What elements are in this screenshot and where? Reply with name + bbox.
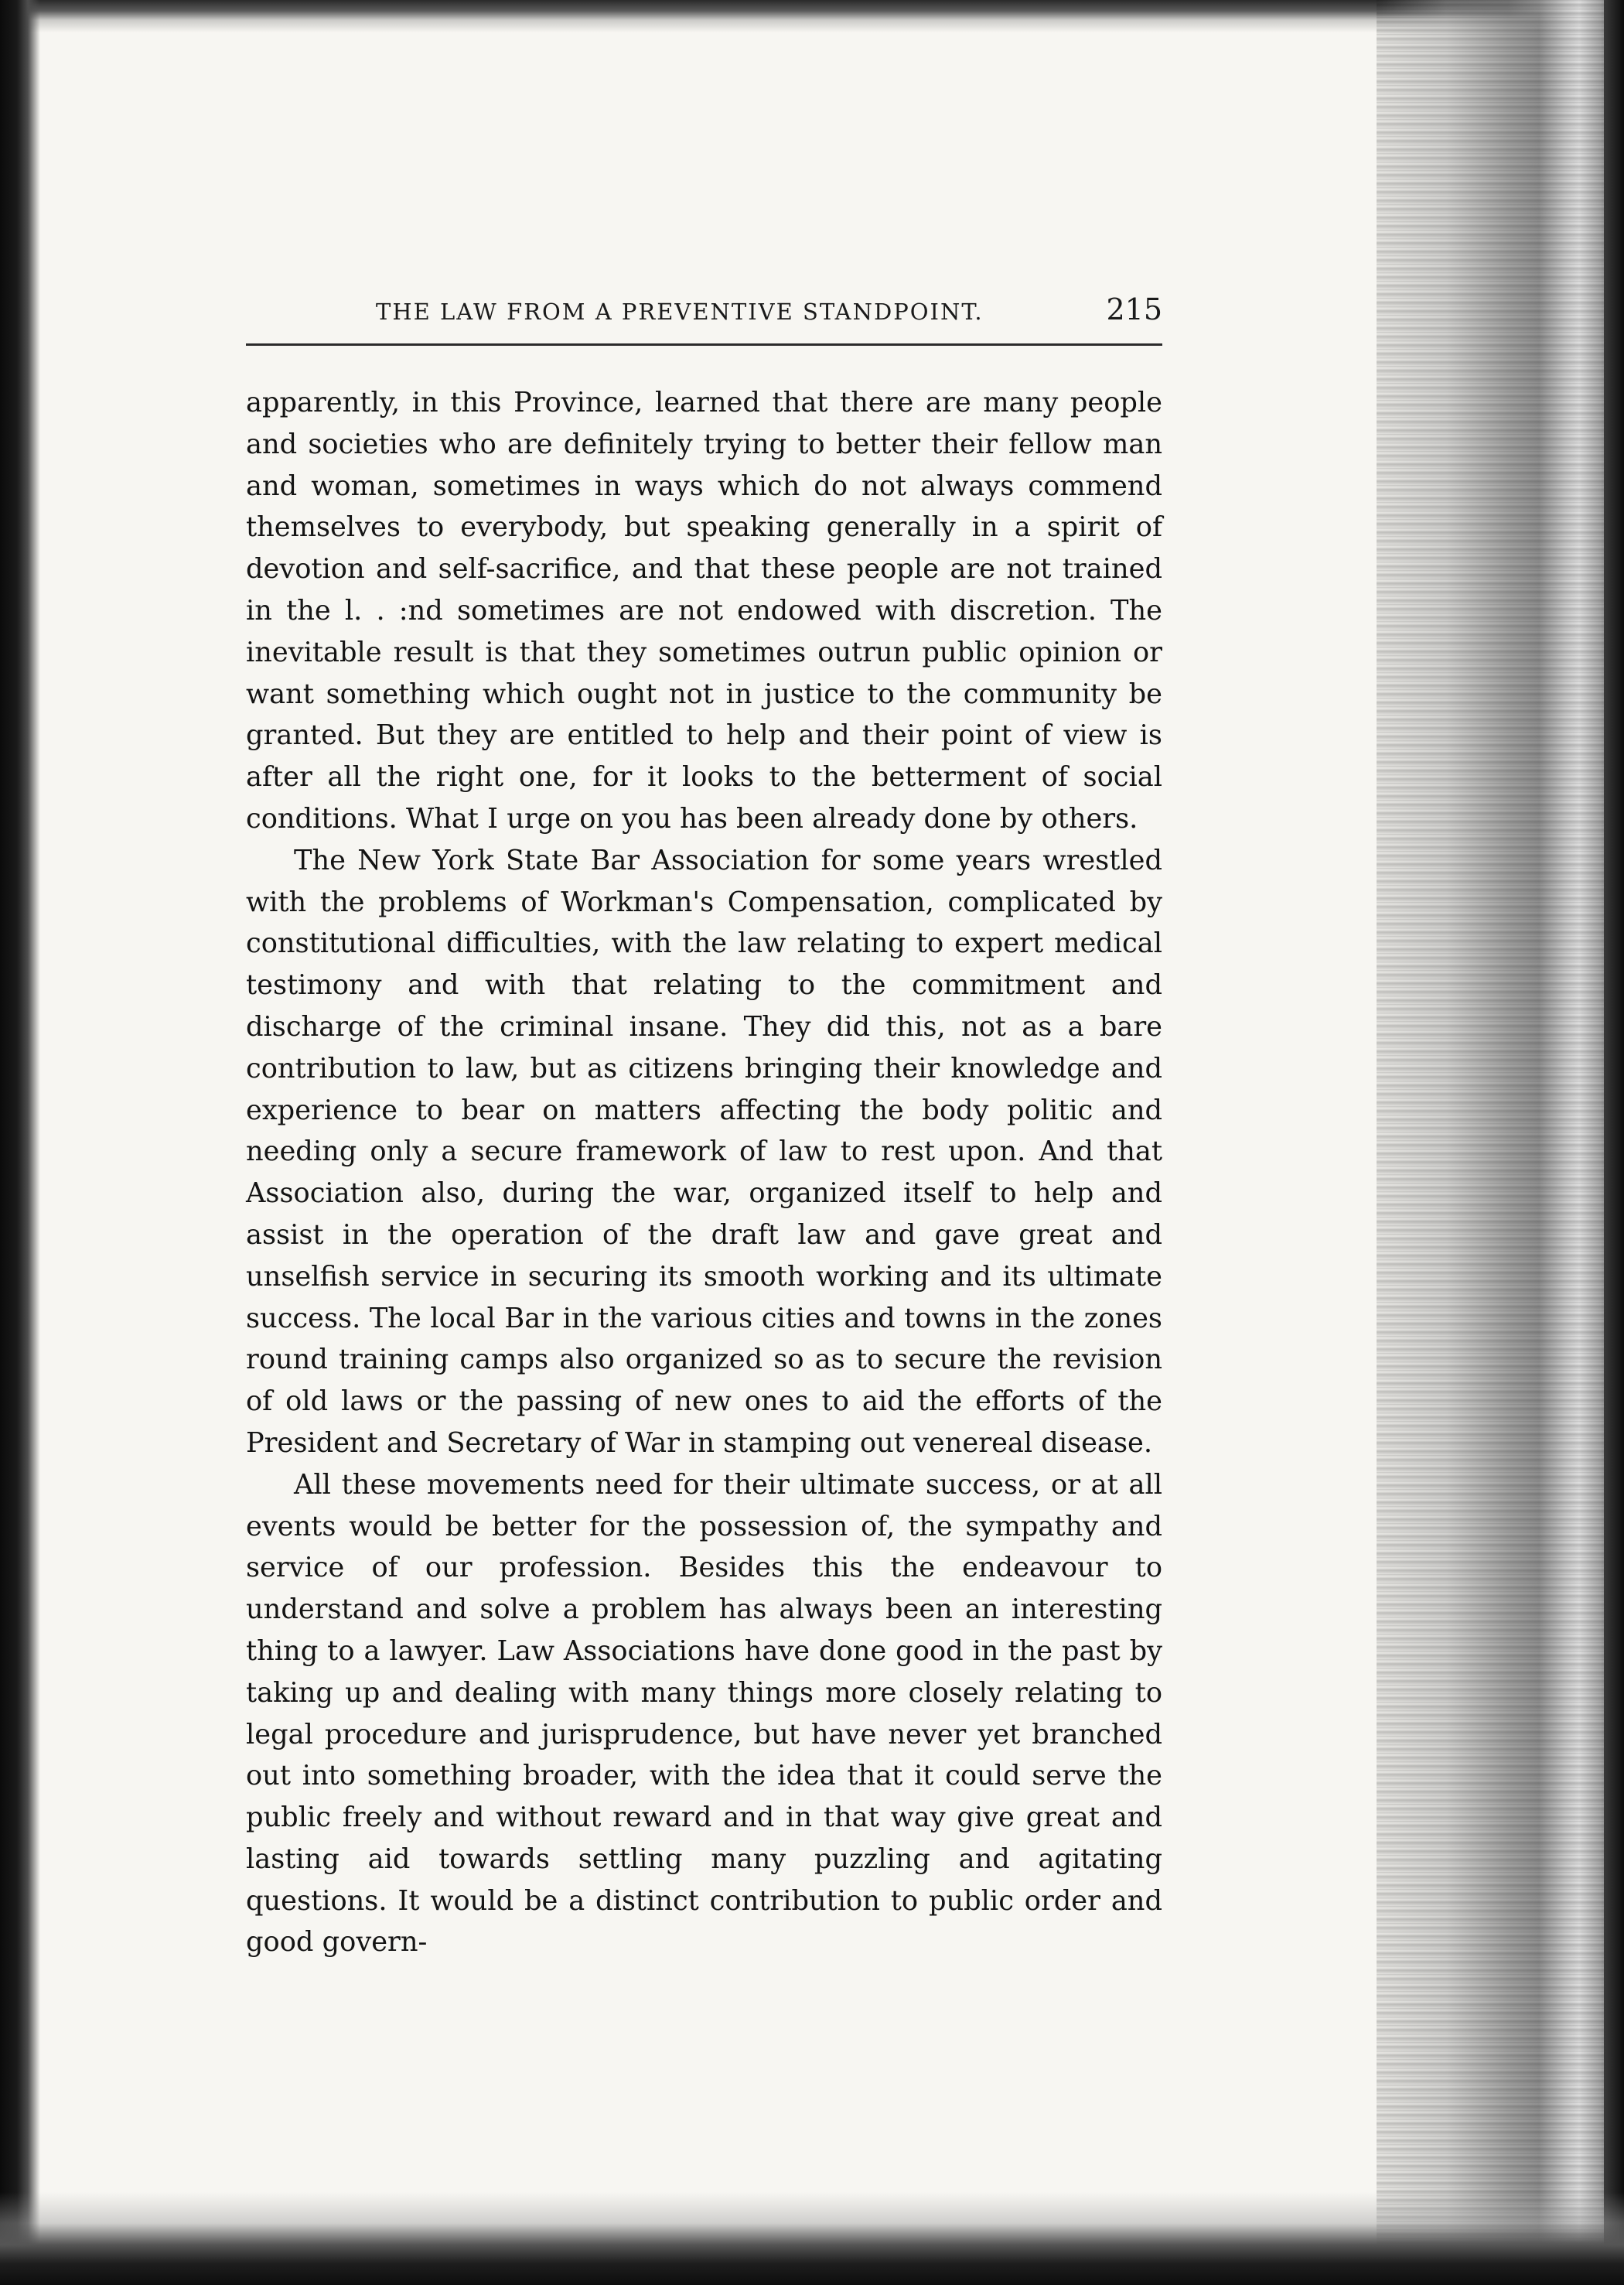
scan-shadow-left [0, 0, 40, 2285]
scan-shadow-bottom [0, 2192, 1624, 2285]
paragraph-1: apparently, in this Province, learned that there are many people and societies who are definitely trying to better their fellow man and woman, sometimes in ways which do not always commend themselves to everybody, but speaking generally in a spirit of devotion and self-sacrifice, and that these people are not trained in the l. . :nd sometimes are not endowed with discretion. The inevitable result is that they sometimes outrun public opinion or want something which ought not in justice to the community be granted. But they are entitled to help and their point of view is after all the right one, for it looks to the betterment of social conditions. What I urge on you has been already done by others. [246, 387, 1162, 835]
paragraph-2: The New York State Bar Association for some years wrestled with the problems of Workman's Compensation, complicated by constitutional difficulties, with the law relating to expert medical testimony and with that relating to the commitment and discharge of the criminal insane. They did this, not as a bare contribution to law, but as citizens bringing their knowledge and experience to bear on matters affecting the body politic and needing only a secure framework of law to rest upon. And that Association also, during the war, organized itself to help and assist in the operation of the draft law and gave great and unselfish service in securing its smooth working and its ultimate success. The local Bar in the various cities and towns in the zones round training camps also organized so as to secure the revision of old laws or the passing of new ones to aid the efforts of the President and Secretary of War in stamping out venereal disease. [246, 844, 1162, 1459]
paragraph-3: All these movements need for their ultimate success, or at all events would be better for the possession of, the sympathy and service of our profession. Besides this the endeavour to understand and solve a problem has always been an interesting thing to a lawyer. Law Associations have done good in the past by taking up and dealing with many things more closely relating to legal procedure and jurisprudence, but have never yet branched out into something broader, with the idea that it could serve the public freely and without reward and in that way give great and lasting aid towards settling many puzzling and agitating questions. It would be a distinct contribution to public order and good govern- [246, 1468, 1162, 1959]
scan-shadow-right [1604, 0, 1624, 2285]
page-number: 215 [1106, 292, 1162, 326]
running-head [246, 292, 1162, 340]
header-rule [246, 343, 1162, 346]
body-text [246, 382, 1162, 1963]
running-head-title: THE LAW FROM A PREVENTIVE STANDPOINT. [376, 299, 984, 325]
scan-book-gutter [1377, 0, 1624, 2285]
